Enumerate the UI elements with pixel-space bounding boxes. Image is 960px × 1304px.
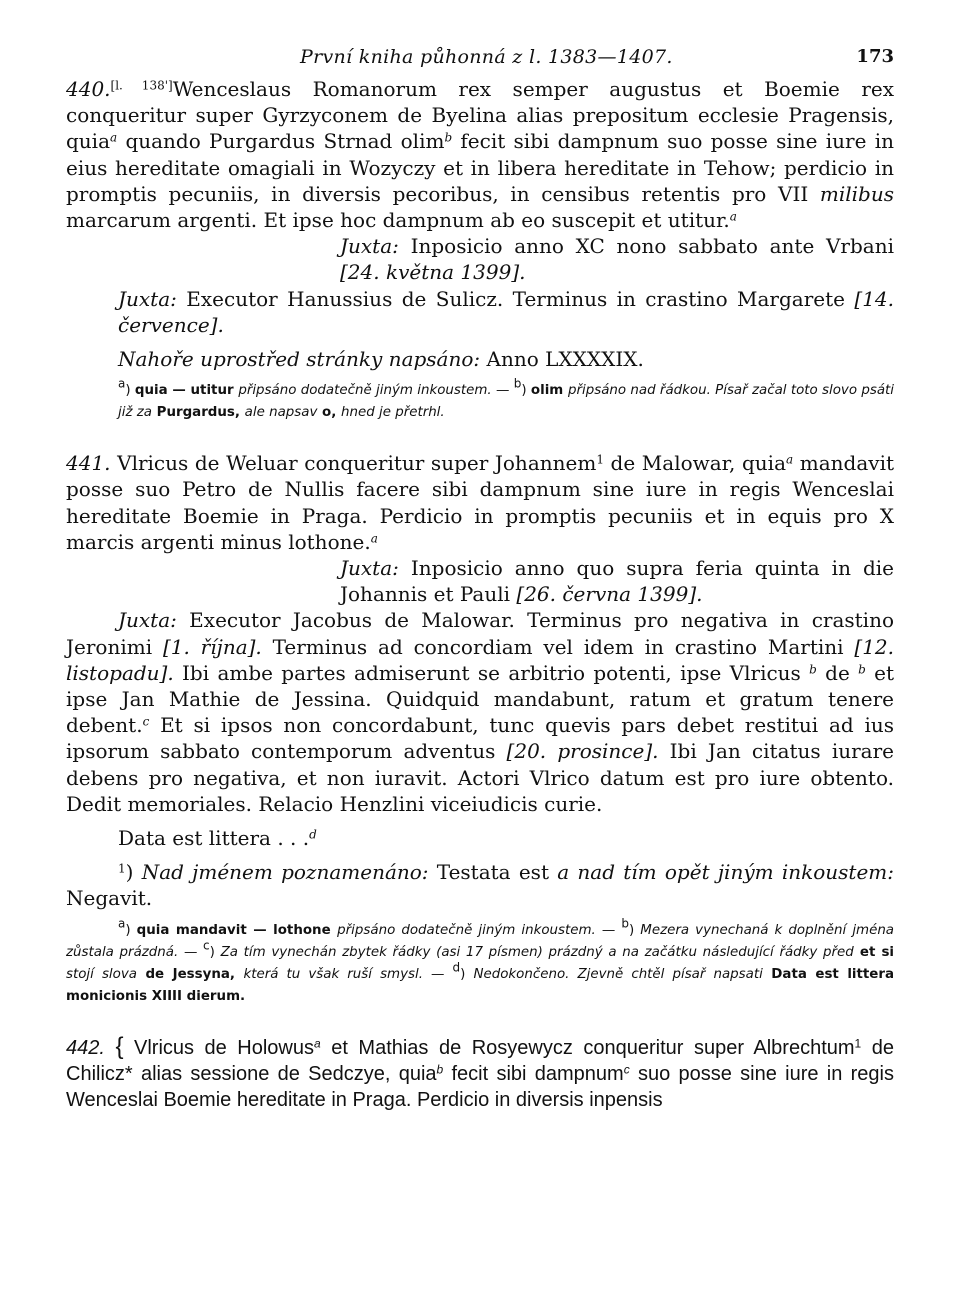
footnote-1: $^1$) Nad jménem poznamenáno: Testata est a nad tím opět jiným inkoustem: Negavit. <box>66 860 894 911</box>
note-ref: a <box>370 531 378 546</box>
data-est-littera: Data est littera . . .$^d$ <box>118 826 317 851</box>
note-ref: c <box>623 1062 630 1077</box>
note-ref: b <box>436 1062 444 1077</box>
note-ref: b <box>809 662 817 677</box>
note-ref: a <box>729 209 737 224</box>
document-page <box>66 46 894 1113</box>
entry-number: 440. <box>66 77 111 101</box>
margin-note: Nahoře uprostřed stránky napsáno: Anno LXXXXIX. <box>118 347 644 372</box>
textual-notes-441: $^a$) quia mandavit — lothone připsáno dodatečně jiným inkoustem. — $^b$) Mezera vynechaná k doplnění jména zůstala prázdná. — $^c$) Za tím vynechán zbytek řádky (asi 17 písmen) prázdný a na začátku následující řádky před et si stojí slova de Jessyna, která tu však ruší smysl. — $^d$) Nedokončeno. Zjevně chtěl písař napsati Data est littera monicionis XIIII dierum. <box>66 916 895 1004</box>
note-ref: a <box>786 452 794 467</box>
note-ref: b <box>858 662 866 677</box>
footnote-ref: 1 <box>596 452 604 467</box>
footnote-ref: 1 <box>854 1036 862 1051</box>
page-header <box>66 46 894 76</box>
note-ref: d <box>309 827 317 842</box>
note-ref: c <box>142 714 150 729</box>
juxta-executor: Juxta: Executor Jacobus de Malowar. Terminus pro negativa in crastino Jeronimi [1. října]. Terminus ad concordiam vel idem in crastino Martini [12. listopadu]. Ibi ambe partes admiserunt se arbitrio potenti, ipse Vlricus $^b$ de $^b$ et ipse Jan Mathie de Jessina. Quidquid mandabunt, ratum et gratum tenere debent.$^c$ Et si ipsos non concordabunt, tunc quevis pars debet restitui ad ius ipsorum sabbato contemporum adventus [20. prosince]. Ibi Jan citatus iurare debens pro negativa, et non iuravit. Actori Vlrico datum est pro iure obtento. Dedit memoriales. Relacio Henzlini viceiudicis curie. <box>66 608 895 816</box>
note-ref: b <box>444 130 453 145</box>
running-title: První kniha půhonná z l. 1383—1407. <box>300 46 673 68</box>
folio-mark: [l. 138'] <box>110 78 173 93</box>
entry-number: 442. <box>66 1036 105 1059</box>
entry-441: 441. Vlricus de Weluar conqueritur super Johannem$^1$ de Malowar, quia$^a$ mandavit posse suo Petro de Nullis facere sibi dampnum sine iure in regis Wenceslai hereditate Boemie in Praga. Perdicio in promptis pecuniis et in equis pro X marcis argenti minus lothone.$^a$ <box>66 451 895 554</box>
entry-number: 441. <box>66 451 111 476</box>
entry-440: 440.[l. 138']Wenceslaus Romanorum rex semper augustus et Boemie rex conqueritur super Gyrzyconem de Byelina alias prepositum ecclesie Pragensis, quia$^a$ quando Purgardus Strnad olim$^b$ fecit sibi dampnum suo posse sine iure in eius hereditate omagiali in Wozyczy et in libera hereditate in Tehow; perdicio in promptis pecuniis, in diversis pecoribus, in censibus retentis pro VII milibus marcarum argenti. Et ipse hoc dampnum ab eo suscepit et utitur.$^a$ <box>66 77 894 233</box>
juxta-inposicio: Juxta: Inposicio anno quo supra feria quinta in die Johannis et Pauli [26. června 1399]. <box>340 556 894 607</box>
brace-mark: { <box>115 1032 124 1060</box>
page-number: 173 <box>856 46 894 67</box>
juxta-executor: Juxta: Executor Hanussius de Sulicz. Terminus in crastino Margarete [14. července]. <box>118 286 894 337</box>
juxta-inposicio: Juxta: Inposicio anno XC nono sabbato ante Vrbani [24. května 1399]. <box>340 234 894 285</box>
textual-notes-440: $^a$) quia — utitur připsáno dodatečně jiným inkoustem. — $^b$) olim připsáno nad řádkou. Písař začal toto slovo psáti již za Purgardus, ale napsav o, hned je přetrhl. <box>118 376 895 421</box>
note-ref: a <box>314 1036 321 1051</box>
note-ref: a <box>110 130 118 145</box>
entry-442: 442. { Vlricus de Holowus$^a$ et Mathias de Rosyewycz conqueritur super Albrechtum$^1$ de Chilicz* alias sessione de Sedczye, quia$^b$ fecit sibi dampnum$^c$ suo posse sine iure in regis Wenceslai Boemie hereditate in Praga. Perdicio in diversis inpensis <box>66 1032 894 1112</box>
